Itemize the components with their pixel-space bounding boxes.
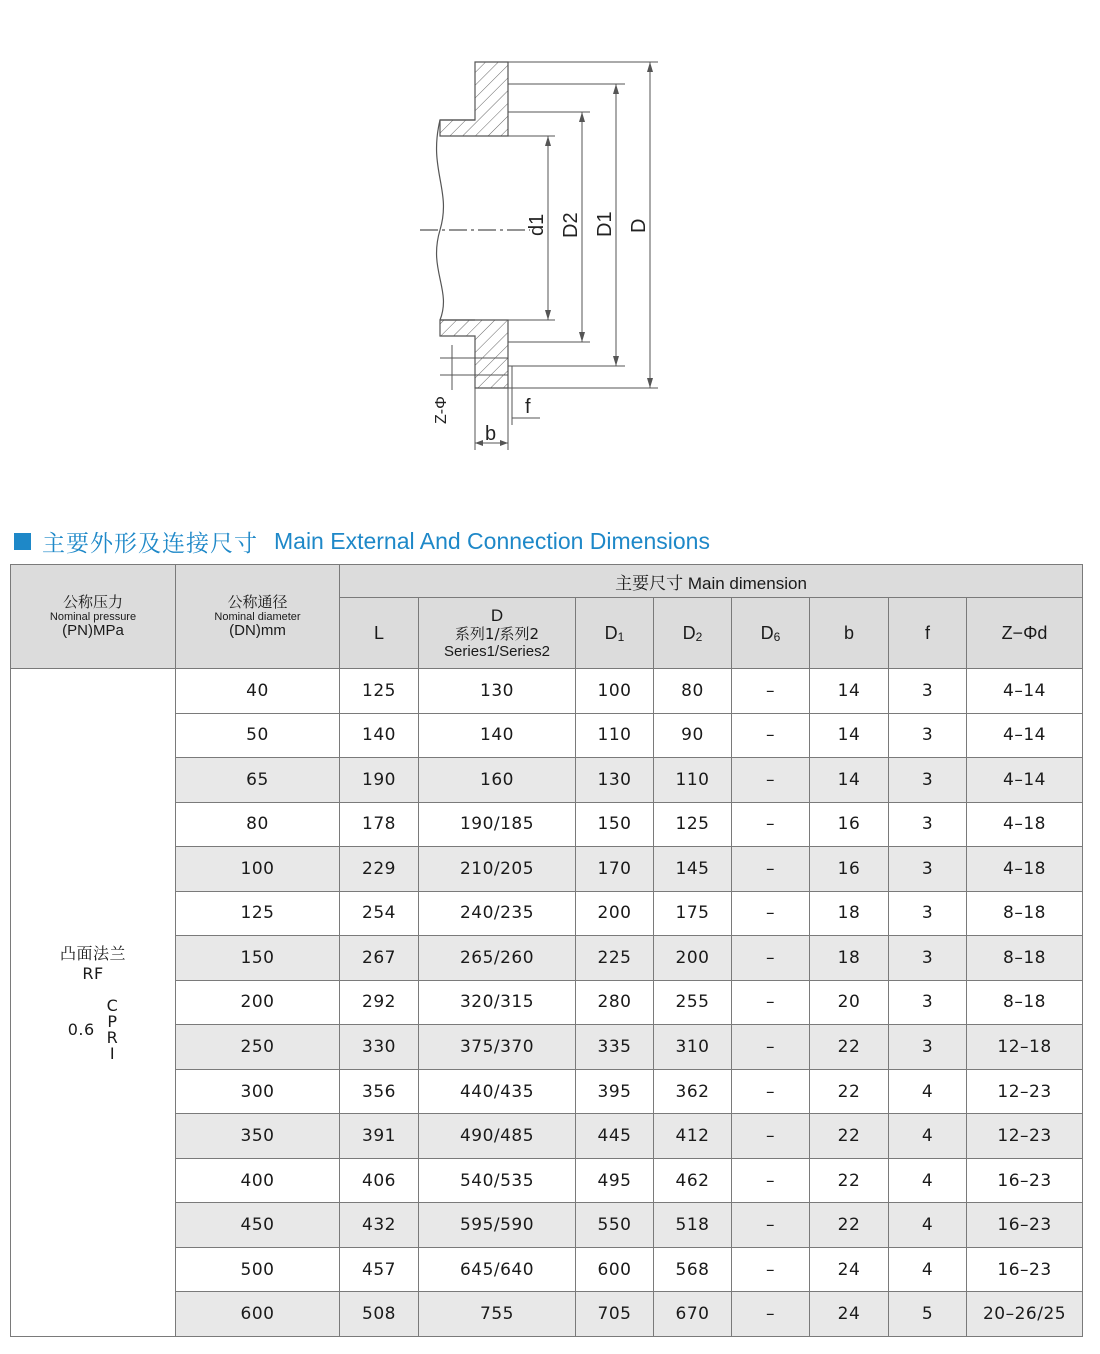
cell-b: 14 bbox=[810, 713, 889, 758]
standard-code: C P R I bbox=[106, 995, 119, 1063]
cell-d: 190/185 bbox=[419, 802, 576, 847]
cell-f: 3 bbox=[889, 980, 967, 1025]
cell-d6: – bbox=[732, 758, 810, 803]
label-d1: d1 bbox=[526, 213, 548, 236]
cell-d6: – bbox=[732, 1158, 810, 1203]
cell-l: 292 bbox=[340, 980, 419, 1025]
section-title-en: Main External And Connection Dimensions bbox=[274, 527, 710, 554]
title-square-icon bbox=[14, 533, 31, 550]
cell-dn: 400 bbox=[176, 1158, 340, 1203]
cell-b: 22 bbox=[810, 1069, 889, 1114]
cell-dn: 80 bbox=[176, 802, 340, 847]
cell-f: 3 bbox=[889, 847, 967, 892]
cell-d1: 170 bbox=[576, 847, 654, 892]
cell-d1: 110 bbox=[576, 713, 654, 758]
cell-d1: 150 bbox=[576, 802, 654, 847]
cell-f: 4 bbox=[889, 1114, 967, 1159]
cell-d: 240/235 bbox=[419, 891, 576, 936]
cell-zd: 16–23 bbox=[967, 1203, 1083, 1248]
cell-d2: 110 bbox=[654, 758, 732, 803]
table-body bbox=[11, 669, 1083, 1337]
cell-dn: 450 bbox=[176, 1203, 340, 1248]
flange-type-cn: 凸面法兰 bbox=[59, 943, 126, 963]
cell-d2: 568 bbox=[654, 1247, 732, 1292]
cell-l: 125 bbox=[340, 669, 419, 714]
cell-zd: 4–14 bbox=[967, 713, 1083, 758]
cell-dn: 150 bbox=[176, 936, 340, 981]
cell-b: 20 bbox=[810, 980, 889, 1025]
label-D2: D2 bbox=[560, 212, 582, 238]
cell-d6: – bbox=[732, 847, 810, 892]
cell-d1: 130 bbox=[576, 758, 654, 803]
cell-f: 3 bbox=[889, 669, 967, 714]
cell-d6: – bbox=[732, 713, 810, 758]
cell-f: 3 bbox=[889, 936, 967, 981]
cell-l: 457 bbox=[340, 1247, 419, 1292]
cell-l: 406 bbox=[340, 1158, 419, 1203]
cell-d1: 100 bbox=[576, 669, 654, 714]
header-nominal-pressure: 公称压力 Nominal pressure (PN)MPa bbox=[11, 565, 176, 669]
label-D: D bbox=[628, 218, 650, 233]
cell-zd: 4–14 bbox=[967, 669, 1083, 714]
pressure-cell bbox=[11, 669, 176, 1337]
flange-type-en: RF bbox=[82, 963, 104, 983]
cell-dn: 100 bbox=[176, 847, 340, 892]
cell-f: 4 bbox=[889, 1203, 967, 1248]
cell-l: 140 bbox=[340, 713, 419, 758]
cell-l: 190 bbox=[340, 758, 419, 803]
cell-f: 5 bbox=[889, 1292, 967, 1337]
cell-l: 254 bbox=[340, 891, 419, 936]
cell-d6: – bbox=[732, 1114, 810, 1159]
cell-d2: 462 bbox=[654, 1158, 732, 1203]
header-b: b bbox=[810, 598, 889, 669]
cell-dn: 125 bbox=[176, 891, 340, 936]
cell-d: 595/590 bbox=[419, 1203, 576, 1248]
cell-d1: 550 bbox=[576, 1203, 654, 1248]
cell-zd: 4–14 bbox=[967, 758, 1083, 803]
pressure-value: 0.6 bbox=[67, 1020, 95, 1039]
cell-d2: 90 bbox=[654, 713, 732, 758]
section-title-cn: 主要外形及连接尺寸 bbox=[42, 530, 258, 557]
flange-drawing bbox=[0, 0, 1100, 470]
cell-d: 140 bbox=[419, 713, 576, 758]
cell-zd: 16–23 bbox=[967, 1247, 1083, 1292]
header-D: D 系列1/系列2 Series1/Series2 bbox=[419, 598, 576, 669]
upper-flange-section bbox=[440, 62, 508, 136]
cell-d: 755 bbox=[419, 1292, 576, 1337]
cell-d1: 335 bbox=[576, 1025, 654, 1070]
cell-d1: 395 bbox=[576, 1069, 654, 1114]
table-row bbox=[11, 669, 1083, 714]
header-f: f bbox=[889, 598, 967, 669]
cell-f: 3 bbox=[889, 891, 967, 936]
cell-d: 375/370 bbox=[419, 1025, 576, 1070]
cell-dn: 50 bbox=[176, 713, 340, 758]
cell-b: 14 bbox=[810, 758, 889, 803]
cell-d2: 412 bbox=[654, 1114, 732, 1159]
cell-f: 3 bbox=[889, 1025, 967, 1070]
cell-zd: 4–18 bbox=[967, 802, 1083, 847]
header-D6: D6 bbox=[732, 598, 810, 669]
cell-f: 3 bbox=[889, 713, 967, 758]
cell-b: 22 bbox=[810, 1158, 889, 1203]
cell-d6: – bbox=[732, 1247, 810, 1292]
cell-d2: 362 bbox=[654, 1069, 732, 1114]
cell-b: 22 bbox=[810, 1025, 889, 1070]
cell-b: 16 bbox=[810, 847, 889, 892]
cell-l: 229 bbox=[340, 847, 419, 892]
cell-d1: 705 bbox=[576, 1292, 654, 1337]
cell-d6: – bbox=[732, 1069, 810, 1114]
header-L: L bbox=[340, 598, 419, 669]
cell-d: 540/535 bbox=[419, 1158, 576, 1203]
cell-b: 14 bbox=[810, 669, 889, 714]
cell-b: 18 bbox=[810, 936, 889, 981]
cell-dn: 250 bbox=[176, 1025, 340, 1070]
cell-f: 4 bbox=[889, 1069, 967, 1114]
cell-d2: 125 bbox=[654, 802, 732, 847]
cell-l: 267 bbox=[340, 936, 419, 981]
cell-zd: 12–23 bbox=[967, 1114, 1083, 1159]
section-title bbox=[14, 524, 710, 558]
cell-zd: 12–18 bbox=[967, 1025, 1083, 1070]
label-f: f bbox=[525, 396, 531, 418]
cell-d1: 280 bbox=[576, 980, 654, 1025]
cell-b: 16 bbox=[810, 802, 889, 847]
cell-zd: 16–23 bbox=[967, 1158, 1083, 1203]
cell-zd: 20–26/25 bbox=[967, 1292, 1083, 1337]
cell-dn: 500 bbox=[176, 1247, 340, 1292]
cell-d6: – bbox=[732, 891, 810, 936]
cell-d2: 175 bbox=[654, 891, 732, 936]
cell-zd: 8–18 bbox=[967, 936, 1083, 981]
cell-l: 356 bbox=[340, 1069, 419, 1114]
cell-b: 18 bbox=[810, 891, 889, 936]
cell-dn: 600 bbox=[176, 1292, 340, 1337]
cell-d2: 310 bbox=[654, 1025, 732, 1070]
cell-d2: 255 bbox=[654, 980, 732, 1025]
cell-f: 4 bbox=[889, 1158, 967, 1203]
cell-d: 490/485 bbox=[419, 1114, 576, 1159]
label-D1: D1 bbox=[594, 211, 616, 237]
cell-zd: 8–18 bbox=[967, 891, 1083, 936]
cell-b: 24 bbox=[810, 1292, 889, 1337]
cell-dn: 300 bbox=[176, 1069, 340, 1114]
cell-f: 3 bbox=[889, 758, 967, 803]
cell-d2: 200 bbox=[654, 936, 732, 981]
cell-d1: 200 bbox=[576, 891, 654, 936]
cell-d: 440/435 bbox=[419, 1069, 576, 1114]
cell-d2: 80 bbox=[654, 669, 732, 714]
cell-d6: – bbox=[732, 1025, 810, 1070]
label-b: b bbox=[485, 423, 497, 445]
cell-l: 432 bbox=[340, 1203, 419, 1248]
cell-dn: 65 bbox=[176, 758, 340, 803]
header-main-dimension: 主要尺寸 Main dimension bbox=[340, 565, 1083, 598]
cell-zd: 8–18 bbox=[967, 980, 1083, 1025]
cell-b: 22 bbox=[810, 1203, 889, 1248]
cell-d: 320/315 bbox=[419, 980, 576, 1025]
cell-d6: – bbox=[732, 936, 810, 981]
cell-l: 508 bbox=[340, 1292, 419, 1337]
cell-d1: 225 bbox=[576, 936, 654, 981]
label-z-phi: Z-Φ bbox=[433, 396, 450, 424]
pressure-value-group bbox=[11, 995, 175, 1063]
cell-d6: – bbox=[732, 980, 810, 1025]
dimension-table bbox=[10, 564, 1083, 1337]
cell-zd: 12–23 bbox=[967, 1069, 1083, 1114]
header-D2: D2 bbox=[654, 598, 732, 669]
cell-d1: 495 bbox=[576, 1158, 654, 1203]
cell-dn: 350 bbox=[176, 1114, 340, 1159]
cell-d: 265/260 bbox=[419, 936, 576, 981]
cell-d2: 670 bbox=[654, 1292, 732, 1337]
cell-f: 4 bbox=[889, 1247, 967, 1292]
cell-b: 24 bbox=[810, 1247, 889, 1292]
header-D1: D1 bbox=[576, 598, 654, 669]
cell-l: 178 bbox=[340, 802, 419, 847]
cell-l: 391 bbox=[340, 1114, 419, 1159]
cell-dn: 40 bbox=[176, 669, 340, 714]
cell-d6: – bbox=[732, 1292, 810, 1337]
cell-d6: – bbox=[732, 669, 810, 714]
cell-l: 330 bbox=[340, 1025, 419, 1070]
header-z-phi-d: Z−Φd bbox=[967, 598, 1083, 669]
cell-d: 130 bbox=[419, 669, 576, 714]
cell-b: 22 bbox=[810, 1114, 889, 1159]
cell-d1: 445 bbox=[576, 1114, 654, 1159]
cell-dn: 200 bbox=[176, 980, 340, 1025]
cell-d6: – bbox=[732, 1203, 810, 1248]
cell-d1: 600 bbox=[576, 1247, 654, 1292]
cell-d: 210/205 bbox=[419, 847, 576, 892]
cell-d: 645/640 bbox=[419, 1247, 576, 1292]
lower-flange-section bbox=[440, 320, 508, 388]
cell-zd: 4–18 bbox=[967, 847, 1083, 892]
cell-d2: 145 bbox=[654, 847, 732, 892]
cell-d6: – bbox=[732, 802, 810, 847]
cell-d2: 518 bbox=[654, 1203, 732, 1248]
header-nominal-diameter: 公称通径 Nominal diameter (DN)mm bbox=[176, 565, 340, 669]
cell-d: 160 bbox=[419, 758, 576, 803]
cell-f: 3 bbox=[889, 802, 967, 847]
